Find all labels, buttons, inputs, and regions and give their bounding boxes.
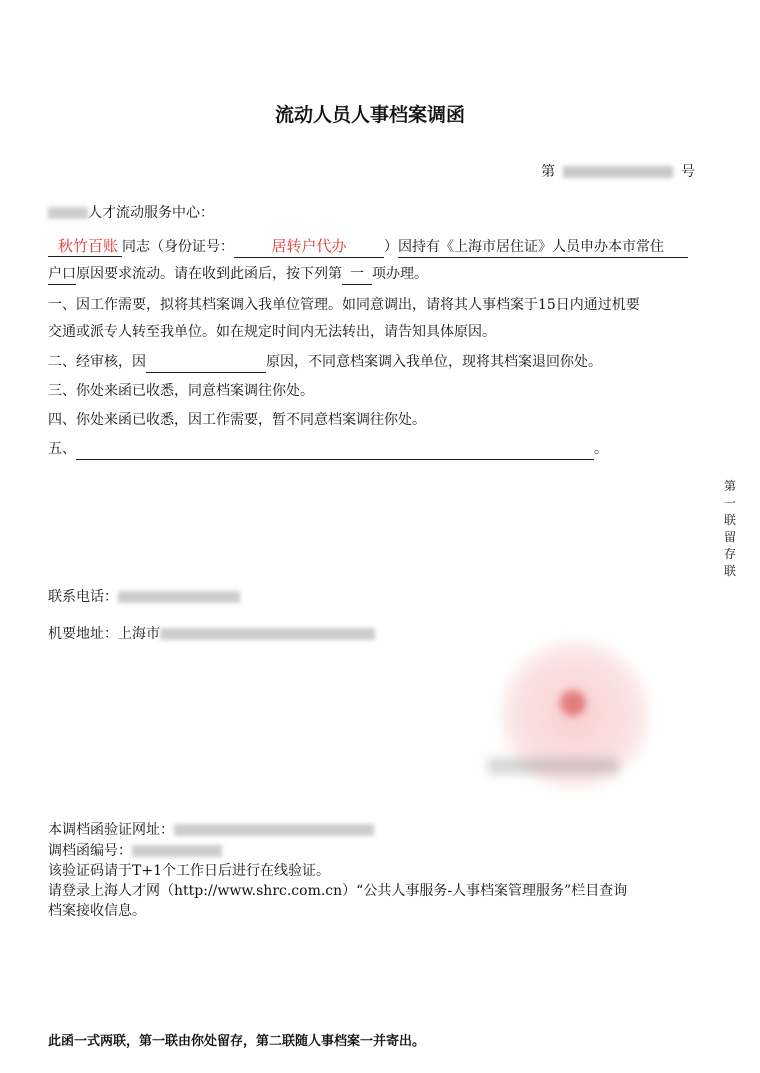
line2-text-c: 项办理。 bbox=[372, 266, 428, 282]
handwritten-note: 居转户代办 bbox=[271, 237, 347, 255]
item-2-blank bbox=[146, 352, 266, 373]
paragraph-line-2 bbox=[48, 264, 428, 285]
footer-note: 此函一式两联，第一联由你处留存，第二联随人事档案一并寄出。 bbox=[48, 1034, 426, 1049]
item-3-line: 三、你处来函已收悉，同意档案调往你处。 bbox=[48, 383, 314, 399]
redacted-url bbox=[174, 824, 374, 836]
address-line bbox=[48, 624, 375, 644]
login-note-b: 档案接收信息。 bbox=[48, 903, 146, 919]
item-choice: 一 bbox=[342, 264, 372, 285]
phone-label: 联系电话： bbox=[48, 589, 118, 605]
item-1-line-b: 交通或派专人转至我单位。如在规定时间内无法转出，请告知具体原因。 bbox=[48, 324, 496, 340]
seal-star-icon bbox=[560, 690, 586, 716]
letter-no-line bbox=[48, 841, 222, 861]
phone-line bbox=[48, 587, 240, 607]
redacted-number bbox=[563, 166, 673, 178]
verify-note: 该验证码请于T+1个工作日后进行在线验证。 bbox=[48, 863, 330, 879]
verify-url-label: 本调档函验证网址： bbox=[48, 822, 174, 838]
letter-no-label: 调档函编号： bbox=[48, 843, 132, 859]
item-5-text-b: 。 bbox=[594, 441, 608, 457]
redacted-addressee bbox=[48, 207, 88, 219]
addressee-line bbox=[48, 203, 214, 223]
item-1-line-a: 一、因工作需要，拟将其档案调入我单位管理。如同意调出，请将其人事档案于15日内通过机要 bbox=[48, 297, 640, 313]
number-prefix: 第 bbox=[541, 164, 555, 180]
address-label: 机要地址： bbox=[48, 626, 118, 642]
line1-text-a: 同志（身份证号： bbox=[122, 239, 235, 255]
redacted-letter-no bbox=[132, 845, 222, 857]
document-title: 流动人员人事档案调函 bbox=[274, 104, 465, 126]
side-copy-label: 第一联留存联 bbox=[723, 479, 736, 578]
verify-url-line bbox=[48, 820, 374, 840]
redacted-address bbox=[160, 628, 375, 640]
redacted-signature bbox=[488, 758, 618, 774]
item-5-blank bbox=[76, 439, 594, 460]
addressee-suffix: 人才流动服务中心： bbox=[88, 205, 214, 221]
letter-number-row bbox=[541, 161, 695, 181]
item-2-text-a: 二、经审核，因 bbox=[48, 354, 146, 370]
reason-underline bbox=[398, 257, 688, 258]
line1-text-b: ）因持有《上海市居住证》人员申办本市常住 bbox=[384, 239, 665, 255]
number-suffix: 号 bbox=[681, 164, 695, 180]
line2-text-b: 原因要求流动。请在收到此函后，按下列第 bbox=[76, 266, 342, 282]
item-2-line bbox=[48, 352, 602, 373]
id-number-field bbox=[234, 236, 384, 258]
item-4-line: 四、你处来函已收悉，因工作需要，暂不同意档案调往你处。 bbox=[48, 412, 426, 428]
item-5-text-a: 五、 bbox=[48, 441, 76, 457]
paragraph-line-1 bbox=[48, 236, 664, 258]
person-name: 秋竹百账 bbox=[48, 236, 122, 257]
login-note-a: 请登录上海人才网（http://www.shrc.com.cn）“公共人事服务-人事档案管理服务”栏目查询 bbox=[48, 883, 628, 899]
reason-text: 户口 bbox=[48, 264, 76, 285]
item-5-line bbox=[48, 439, 608, 460]
address-visible: 上海市 bbox=[118, 626, 160, 642]
item-2-text-b: 原因，不同意档案调入我单位，现将其档案退回你处。 bbox=[266, 354, 602, 370]
redacted-phone bbox=[118, 591, 240, 603]
